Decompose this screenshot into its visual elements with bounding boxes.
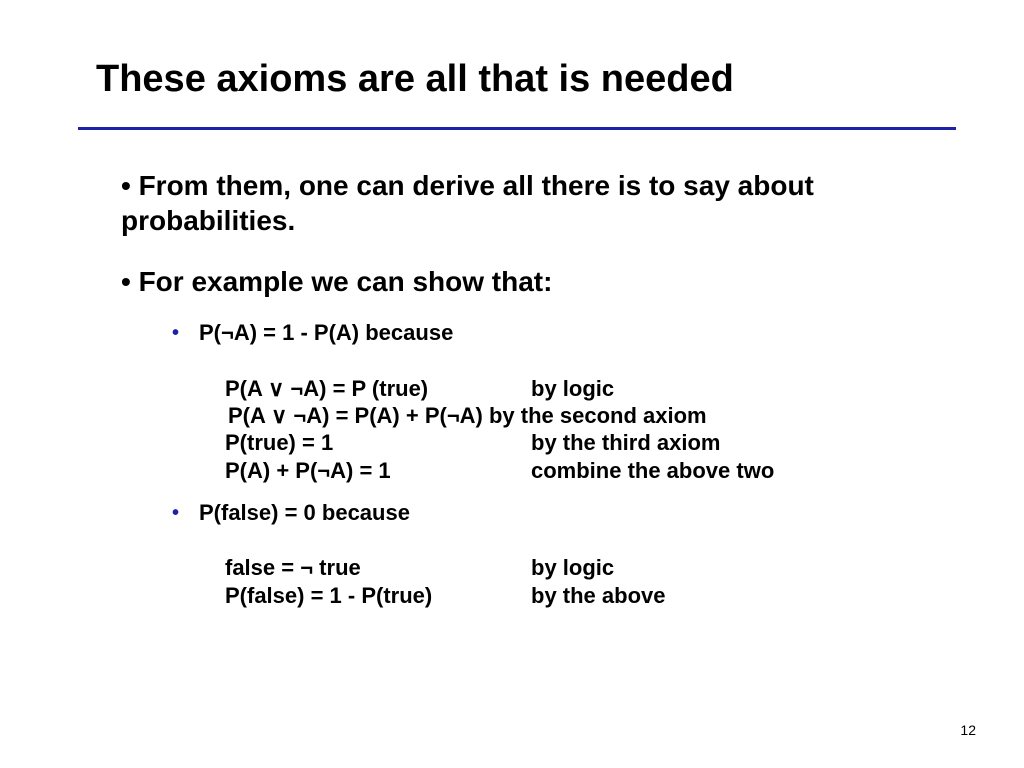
step-lhs: P(A ∨ ¬A) = P (true) (225, 376, 429, 401)
step-lhs: false = ¬ true (225, 555, 361, 580)
bullet-example: • For example we can show that: (121, 266, 553, 297)
title-underline (78, 127, 956, 130)
bullet-derive: • From them, one can derive all there is to say about probabilities. (121, 170, 814, 236)
step-lhs: P(A) + P(¬A) = 1 (225, 458, 391, 483)
sub-bullet-dot-icon: • (172, 322, 180, 344)
step-rhs: by the above (531, 583, 666, 608)
sub-bullet-dot-icon: • (172, 502, 180, 524)
sub-bullet-false: P(false) = 0 because (199, 500, 410, 525)
step-combined: P(A ∨ ¬A) = P(A) + P(¬A) by the second axiom (228, 403, 707, 428)
slide-title: These axioms are all that is needed (96, 58, 734, 100)
step-rhs: by the third axiom (531, 430, 721, 455)
page-number: 12 (960, 722, 976, 738)
sub-bullet-not-a: P(¬A) = 1 - P(A) because (199, 320, 454, 345)
step-lhs: P(false) = 1 - P(true) (225, 583, 433, 608)
step-lhs: P(true) = 1 (225, 430, 334, 455)
step-rhs: by logic (531, 376, 615, 401)
step-rhs: by logic (531, 555, 615, 580)
step-rhs: combine the above two (531, 458, 775, 483)
